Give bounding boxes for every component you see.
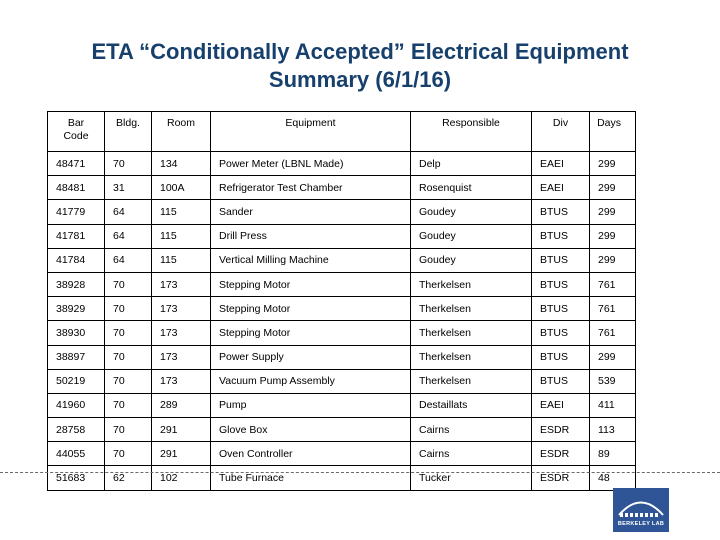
cell-equipment: Glove Box <box>211 418 411 442</box>
header-days: Days <box>590 112 636 152</box>
cell-room: 115 <box>152 224 211 248</box>
cell-equipment: Tube Furnace <box>211 466 411 490</box>
header-bldg: Bldg. <box>105 112 152 152</box>
cell-equipment: Pump <box>211 393 411 417</box>
cell-responsible: Delp <box>411 152 532 176</box>
cell-div: ESDR <box>532 466 590 490</box>
cell-equipment: Refrigerator Test Chamber <box>211 176 411 200</box>
cell-room: 115 <box>152 200 211 224</box>
cell-equipment: Stepping Motor <box>211 272 411 296</box>
cell-equipment: Stepping Motor <box>211 297 411 321</box>
cell-bldg: 70 <box>105 345 152 369</box>
cell-days: 539 <box>590 369 636 393</box>
cell-responsible: Destaillats <box>411 393 532 417</box>
cell-equipment: Stepping Motor <box>211 321 411 345</box>
cell-div: BTUS <box>532 248 590 272</box>
cell-days: 761 <box>590 272 636 296</box>
cell-code: 38929 <box>48 297 105 321</box>
table-row <box>48 345 636 369</box>
cell-responsible: Therkelsen <box>411 369 532 393</box>
cell-bldg: 70 <box>105 272 152 296</box>
cell-responsible: Rosenquist <box>411 176 532 200</box>
table-row <box>48 272 636 296</box>
cell-room: 173 <box>152 369 211 393</box>
cell-code: 41784 <box>48 248 105 272</box>
table-row <box>48 418 636 442</box>
cell-days: 761 <box>590 297 636 321</box>
cell-responsible: Cairns <box>411 442 532 466</box>
cell-equipment: Sander <box>211 200 411 224</box>
table-row <box>48 393 636 417</box>
slide-title <box>40 38 680 94</box>
cell-code: 41960 <box>48 393 105 417</box>
cell-responsible: Therkelsen <box>411 297 532 321</box>
table-header-row <box>48 112 636 152</box>
cell-responsible: Goudey <box>411 224 532 248</box>
cell-days: 299 <box>590 152 636 176</box>
cell-days: 113 <box>590 418 636 442</box>
table-row <box>48 176 636 200</box>
cell-days: 299 <box>590 248 636 272</box>
cell-div: BTUS <box>532 345 590 369</box>
dashed-divider <box>0 472 720 473</box>
cell-days: 411 <box>590 393 636 417</box>
cell-div: BTUS <box>532 272 590 296</box>
cell-bldg: 70 <box>105 369 152 393</box>
cell-room: 291 <box>152 418 211 442</box>
cell-bldg: 31 <box>105 176 152 200</box>
cell-code: 28758 <box>48 418 105 442</box>
cell-responsible: Therkelsen <box>411 321 532 345</box>
title-line-2: Summary (6/1/16) <box>268 67 452 92</box>
table-row <box>48 321 636 345</box>
cell-room: 100A <box>152 176 211 200</box>
table-row <box>48 466 636 490</box>
table-row <box>48 297 636 321</box>
cell-div: EAEI <box>532 176 590 200</box>
title-line-1: ETA “Conditionally Accepted” Electrical Equipment <box>91 39 629 64</box>
cell-div: BTUS <box>532 369 590 393</box>
cell-bldg: 70 <box>105 297 152 321</box>
cell-code: 41781 <box>48 224 105 248</box>
cell-days: 299 <box>590 345 636 369</box>
cell-div: EAEI <box>532 393 590 417</box>
header-room: Room <box>152 112 211 152</box>
cell-bldg: 64 <box>105 200 152 224</box>
cell-div: BTUS <box>532 321 590 345</box>
cell-days: 299 <box>590 200 636 224</box>
cell-equipment: Oven Controller <box>211 442 411 466</box>
table-row <box>48 442 636 466</box>
cell-responsible: Cairns <box>411 418 532 442</box>
cell-bldg: 70 <box>105 393 152 417</box>
table-row <box>48 248 636 272</box>
cell-room: 289 <box>152 393 211 417</box>
table-row <box>48 224 636 248</box>
cell-div: ESDR <box>532 418 590 442</box>
cell-equipment: Power Meter (LBNL Made) <box>211 152 411 176</box>
logo-text: BERKELEY LAB <box>617 521 665 527</box>
header-responsible: Responsible <box>411 112 532 152</box>
header-div: Div <box>532 112 590 152</box>
cell-responsible: Therkelsen <box>411 345 532 369</box>
cell-room: 173 <box>152 345 211 369</box>
cell-room: 173 <box>152 321 211 345</box>
cell-days: 299 <box>590 176 636 200</box>
cell-code: 44055 <box>48 442 105 466</box>
cell-room: 173 <box>152 297 211 321</box>
cell-bldg: 64 <box>105 224 152 248</box>
cell-code: 38897 <box>48 345 105 369</box>
cell-days: 89 <box>590 442 636 466</box>
cell-room: 173 <box>152 272 211 296</box>
cell-equipment: Power Supply <box>211 345 411 369</box>
cell-code: 38930 <box>48 321 105 345</box>
cell-responsible: Tucker <box>411 466 532 490</box>
cell-equipment: Drill Press <box>211 224 411 248</box>
cell-responsible: Goudey <box>411 248 532 272</box>
header-bar-code: Bar Code <box>48 112 105 152</box>
cell-responsible: Therkelsen <box>411 272 532 296</box>
cell-bldg: 64 <box>105 248 152 272</box>
berkeley-lab-logo <box>613 488 669 532</box>
cell-room: 134 <box>152 152 211 176</box>
cell-days: 761 <box>590 321 636 345</box>
cell-div: EAEI <box>532 152 590 176</box>
cell-bldg: 62 <box>105 466 152 490</box>
cell-room: 115 <box>152 248 211 272</box>
cell-code: 48481 <box>48 176 105 200</box>
cell-days: 48 <box>590 466 636 490</box>
cell-days: 299 <box>590 224 636 248</box>
table-row <box>48 200 636 224</box>
cell-code: 51683 <box>48 466 105 490</box>
equipment-table <box>47 111 636 491</box>
cell-code: 41779 <box>48 200 105 224</box>
cell-bldg: 70 <box>105 152 152 176</box>
table-row <box>48 152 636 176</box>
cell-code: 50219 <box>48 369 105 393</box>
cell-code: 48471 <box>48 152 105 176</box>
cell-bldg: 70 <box>105 442 152 466</box>
cell-div: ESDR <box>532 442 590 466</box>
cell-div: BTUS <box>532 297 590 321</box>
cell-bldg: 70 <box>105 418 152 442</box>
cell-equipment: Vacuum Pump Assembly <box>211 369 411 393</box>
cell-room: 291 <box>152 442 211 466</box>
cell-div: BTUS <box>532 224 590 248</box>
cell-div: BTUS <box>532 200 590 224</box>
cell-bldg: 70 <box>105 321 152 345</box>
cell-room: 102 <box>152 466 211 490</box>
cell-equipment: Vertical Milling Machine <box>211 248 411 272</box>
cell-responsible: Goudey <box>411 200 532 224</box>
table-row <box>48 369 636 393</box>
header-equipment: Equipment <box>211 112 411 152</box>
cell-code: 38928 <box>48 272 105 296</box>
